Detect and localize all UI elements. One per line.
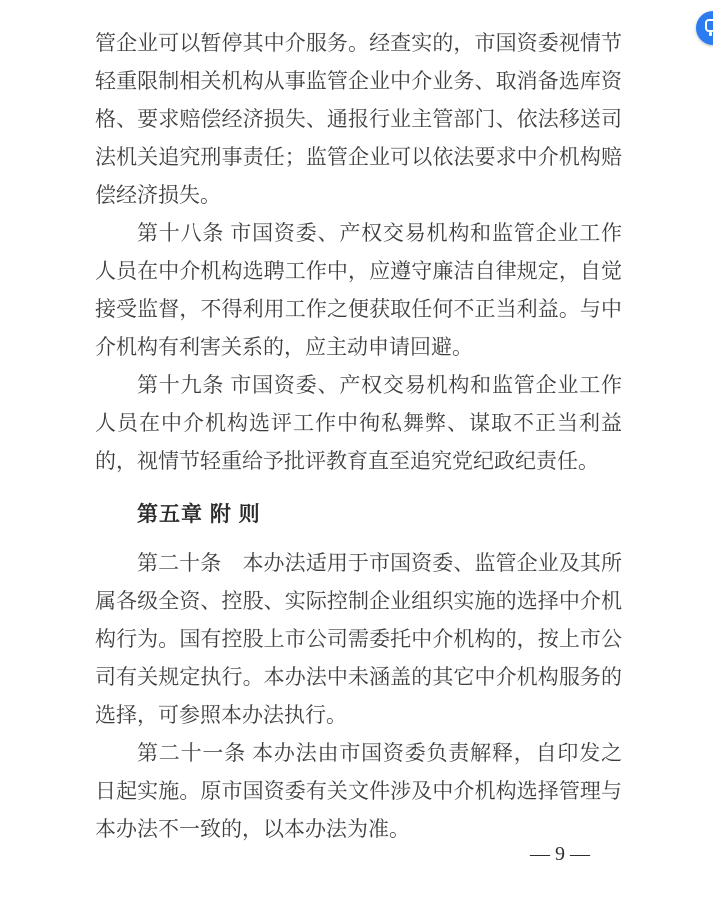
chapter-heading: 第五章 附 则 [137,503,261,526]
translate-badge-icon [703,18,713,38]
paragraph: 第二十一条 本办法由市国资委负责解释，自印发之日起实施。原市国资委有关文件涉及中介机构选择管理与本办法不一致的，以本办法为准。 [95,741,622,841]
paragraph: 管企业可以暂停其中介服务。经查实的，市国资委视情节轻重限制相关机构从事监管企业中介业务、取消备选库资格、要求赔偿经济损失、通报行业主管部门、依法移送司法机关追究刑事责任；监管企业可以依法要求中介机构赔偿经济损失。 [95,31,622,207]
paragraph: 第十八条 市国资委、产权交易机构和监管企业工作人员在中介机构选聘工作中，应遵守廉洁自律规定，自觉接受监督，不得利用工作之便获取任何不正当利益。与中介机构有利害关系的，应主动申请回避。 [95,221,622,359]
page-number: — 9 — [530,843,590,865]
translate-float-button[interactable] [696,11,713,45]
paragraph: 第二十条 本办法适用于市国资委、监管企业及其所属各级全资、控股、实际控制企业组织实施的选择中介机构行为。国有控股上市公司需委托中介机构的，按上市公司有关规定执行。本办法中未涵盖的其它中介机构服务的选择，可参照本办法执行。 [95,551,622,727]
paragraph: 第十九条 市国资委、产权交易机构和监管企业工作人员在中介机构选评工作中徇私舞弊、谋取不正当利益的，视情节轻重给予批评教育直至追究党纪政纪责任。 [95,373,622,473]
document-body [95,24,622,848]
